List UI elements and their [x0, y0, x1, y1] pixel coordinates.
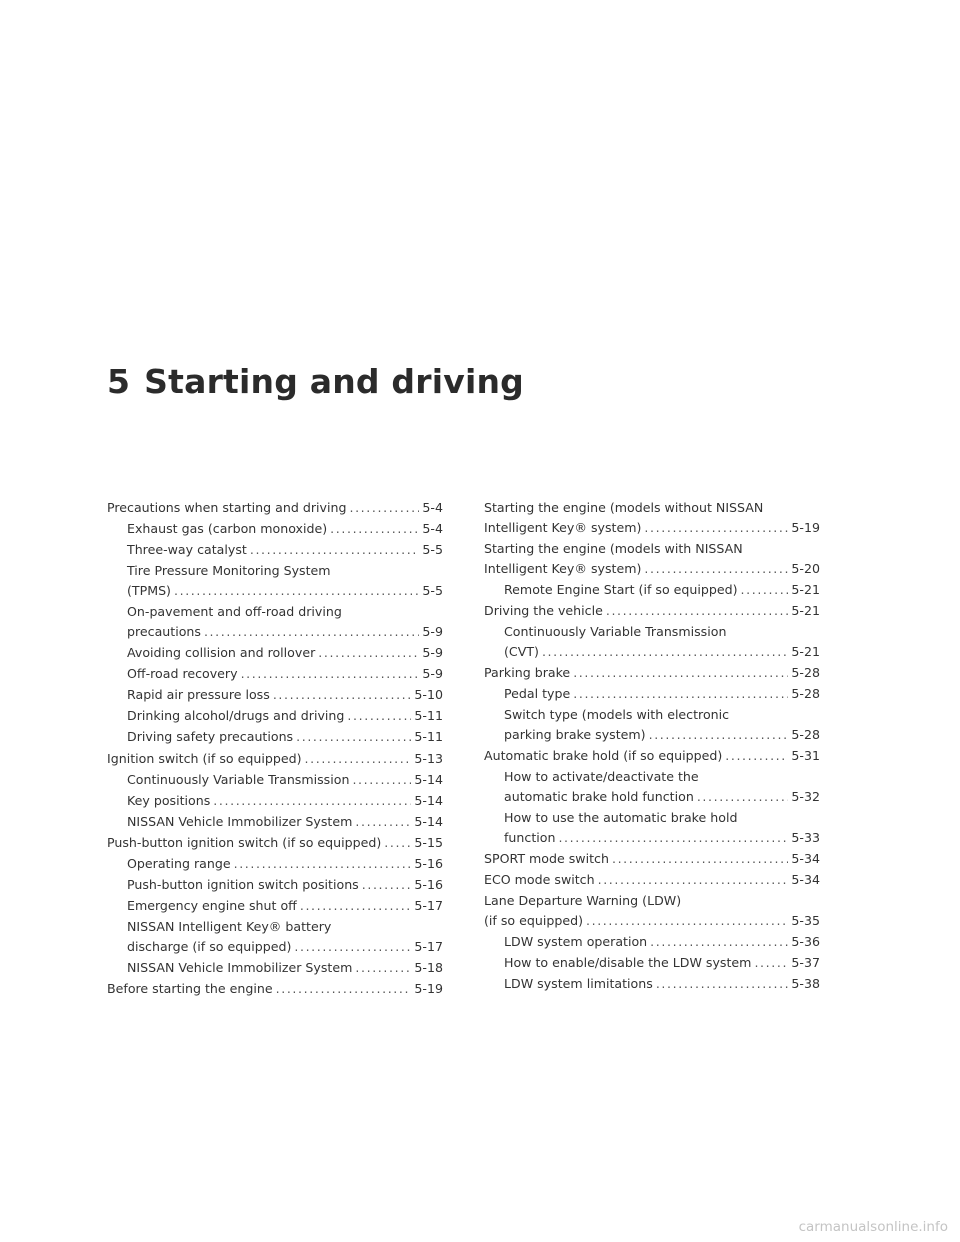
toc-entry-page: 5-21 [791, 602, 820, 618]
toc-entry-page: 5-9 [422, 645, 443, 661]
toc-entry-page: 5-5 [422, 583, 443, 599]
toc-entry-page: 5-14 [414, 771, 443, 787]
toc-entry-page: 5-5 [422, 542, 443, 558]
toc-entry-line [127, 937, 443, 957]
toc-column-left [107, 498, 443, 1000]
toc-entry-page: 5-21 [791, 581, 820, 597]
toc-entry[interactable] [107, 498, 443, 518]
toc-entry-line [484, 911, 820, 931]
toc-entry-page: 5-9 [422, 666, 443, 682]
toc-entry[interactable] [484, 870, 820, 890]
toc-entry-line [127, 896, 443, 916]
dot-leader [697, 787, 789, 807]
toc-entry-title-line: Exhaust gas (carbon monoxide) [127, 521, 328, 537]
toc-entry-page: 5-14 [414, 792, 443, 808]
toc-entry-title-line: Three-way catalyst [127, 542, 247, 558]
toc-entry-line [127, 664, 443, 684]
toc-entry-line [127, 706, 443, 726]
toc-entry[interactable] [107, 519, 443, 539]
toc-entry-title-line: Parking brake [484, 664, 571, 680]
toc-entry-title-line: NISSAN Vehicle Immobilizer System [127, 813, 353, 829]
toc-entry-title-line: NISSAN Intelligent Key® battery [127, 919, 332, 935]
toc-entry-title-line: Automatic brake hold (if so equipped) [484, 747, 723, 763]
toc-entry-page: 5-32 [791, 788, 820, 804]
toc-entry[interactable] [484, 705, 820, 745]
toc-entry-page: 5-15 [414, 834, 443, 850]
toc-entry[interactable] [107, 812, 443, 832]
toc-entry[interactable] [484, 746, 820, 766]
dot-leader [330, 519, 419, 539]
dot-leader [300, 896, 412, 916]
toc-entry-line [127, 958, 443, 978]
toc-entry-page: 5-9 [422, 623, 443, 639]
toc-entry[interactable] [107, 958, 443, 978]
dot-leader [586, 911, 788, 931]
dot-leader [204, 622, 419, 642]
toc-entry-line [504, 725, 820, 745]
toc-entry-page: 5-37 [791, 954, 820, 970]
toc-entry[interactable] [484, 684, 820, 704]
toc-entry[interactable] [107, 854, 443, 874]
dot-leader [725, 746, 788, 766]
toc-entry-title-line: (if so equipped) [484, 912, 583, 928]
toc-entry-line [504, 953, 820, 973]
toc-entry-title-line: NISSAN Vehicle Immobilizer System [127, 960, 353, 976]
dot-leader [644, 559, 788, 579]
toc-entry-title-line: Driving safety precautions [127, 729, 294, 745]
toc-entry-line [484, 601, 820, 621]
toc-entry-page: 5-13 [414, 750, 443, 766]
toc-entry[interactable] [107, 727, 443, 747]
toc-entry-page: 5-11 [414, 708, 443, 724]
toc-entry-title-line: Starting the engine (models with NISSAN [484, 540, 743, 556]
dot-leader [598, 870, 789, 890]
toc-entry[interactable] [107, 979, 443, 999]
toc-entry-page: 5-17 [414, 939, 443, 955]
toc-entry-line [504, 684, 820, 704]
dot-leader [234, 854, 412, 874]
toc-entry[interactable] [484, 974, 820, 994]
toc-entry-title-line: Before starting the engine [107, 981, 273, 997]
toc-entry-page: 5-10 [414, 687, 443, 703]
dot-leader [573, 684, 788, 704]
toc-entry-title-line: How to activate/deactivate the [504, 769, 699, 785]
toc-entry-page: 5-34 [791, 850, 820, 866]
toc-entry-title-line: discharge (if so equipped) [127, 939, 292, 955]
toc-entry[interactable] [107, 833, 443, 853]
chapter-heading [107, 358, 524, 406]
toc-entry-title-line: ECO mode switch [484, 871, 595, 887]
toc-entry-page: 5-14 [414, 813, 443, 829]
toc-entry-title-line: Tire Pressure Monitoring System [127, 563, 331, 579]
chapter-number: 5 [107, 362, 131, 401]
toc-entry-title-line: Intelligent Key® system) [484, 560, 642, 576]
toc-entry-title-line: Continuously Variable Transmission [127, 771, 350, 787]
toc-entry-page: 5-17 [414, 898, 443, 914]
toc-entry-title-line: Continuously Variable Transmission [504, 623, 727, 639]
toc-entry-line [127, 581, 443, 601]
dot-leader [273, 685, 412, 705]
toc-entry[interactable] [484, 849, 820, 869]
toc-entry-title-line: How to enable/disable the LDW system [504, 954, 752, 970]
dot-leader [573, 663, 788, 683]
toc-entry[interactable] [484, 953, 820, 973]
toc-entry-line [107, 498, 443, 518]
toc-entry-title-line: How to use the automatic brake hold [504, 809, 738, 825]
toc-column-right [484, 498, 820, 995]
dot-leader [384, 833, 411, 853]
toc-entry-line [127, 854, 443, 874]
toc-entry-line [504, 642, 820, 662]
toc-entry-line [127, 791, 443, 811]
toc-entry-title-line: Starting the engine (models without NISSAN [484, 500, 764, 515]
dot-leader [174, 581, 419, 601]
toc-entry[interactable] [484, 601, 820, 621]
dot-leader [305, 749, 412, 769]
toc-entry-title-line: Avoiding collision and rollover [127, 645, 316, 661]
toc-entry-page: 5-36 [791, 933, 820, 949]
toc-entry-title-line: (TPMS) [127, 583, 171, 599]
toc-entry-title-line: Pedal type [504, 685, 571, 701]
toc-entry-title-line: Key positions [127, 792, 211, 808]
toc-entry-title-line: automatic brake hold function [504, 788, 694, 804]
toc-entry-title-line: Intelligent Key® system) [484, 519, 642, 535]
toc-entry-title-line: Push-button ignition switch positions [127, 877, 359, 893]
toc-entry[interactable] [484, 891, 820, 931]
toc-entry[interactable] [484, 539, 820, 579]
dot-leader [213, 791, 411, 811]
toc-entry-line [107, 749, 443, 769]
dot-leader [649, 725, 789, 745]
toc-entry-page: 5-34 [791, 871, 820, 887]
dot-leader [542, 642, 788, 662]
toc-entry-title-line: Ignition switch (if so equipped) [107, 750, 302, 766]
toc-entry-line [127, 643, 443, 663]
toc-entry-line [484, 746, 820, 766]
toc-entry-page: 5-20 [791, 560, 820, 576]
toc-entry-title-line: Push-button ignition switch (if so equipped) [107, 834, 382, 850]
toc-entry-title-line: Remote Engine Start (if so equipped) [504, 581, 738, 597]
toc-entry[interactable] [107, 664, 443, 684]
toc-entry-page: 5-11 [414, 729, 443, 745]
toc-entry-title-line: Emergency engine shut off [127, 898, 297, 914]
toc-entry-title-line: LDW system limitations [504, 976, 653, 992]
toc-entry-line [504, 787, 820, 807]
toc-entry[interactable] [107, 749, 443, 769]
toc-entry[interactable] [484, 808, 820, 848]
toc-entry[interactable] [107, 706, 443, 726]
toc-entry-page: 5-4 [422, 500, 443, 515]
toc-entry-line [484, 559, 820, 579]
toc-entry[interactable] [107, 602, 443, 642]
toc-entry-page: 5-16 [414, 856, 443, 871]
toc-entry-page: 5-28 [791, 726, 820, 742]
toc-entry[interactable] [107, 917, 443, 957]
toc-entry[interactable] [107, 875, 443, 895]
toc-entry-line [127, 622, 443, 642]
dot-leader [612, 849, 788, 869]
dot-leader [241, 664, 420, 684]
dot-leader [362, 875, 412, 895]
toc-entry-line [107, 979, 443, 999]
toc-entry-line [504, 828, 820, 848]
toc-entry-title-line: Drinking alcohol/drugs and driving [127, 708, 345, 724]
toc-entry-line [484, 870, 820, 890]
toc-entry-page: 5-35 [791, 912, 820, 928]
dot-leader [558, 828, 788, 848]
toc-entry-page: 5-18 [414, 960, 443, 976]
toc-entry-title-line: precautions [127, 623, 201, 639]
toc-entry[interactable] [484, 663, 820, 683]
watermark: carmanualsonline.info [798, 1219, 948, 1235]
toc-entry-page: 5-21 [791, 643, 820, 659]
toc-entry-line [484, 663, 820, 683]
chapter-title: Starting and driving [144, 362, 524, 401]
toc-entry[interactable] [107, 791, 443, 811]
toc-entry[interactable] [107, 561, 443, 601]
toc-entry[interactable] [107, 540, 443, 560]
dot-leader [741, 580, 789, 600]
dot-leader [355, 958, 411, 978]
toc-entry-line [127, 812, 443, 832]
dot-leader [656, 974, 789, 994]
dot-leader [296, 727, 411, 747]
dot-leader [276, 979, 412, 999]
dot-leader [754, 953, 788, 973]
toc-entry-line [504, 974, 820, 994]
toc-entry-page: 5-19 [414, 981, 443, 997]
toc-entry[interactable] [484, 580, 820, 600]
toc-entry[interactable] [484, 498, 820, 538]
dot-leader [347, 706, 411, 726]
toc-entry-title-line: (CVT) [504, 643, 539, 659]
toc-entry[interactable] [107, 896, 443, 916]
dot-leader [294, 937, 411, 957]
dot-leader [352, 770, 411, 790]
toc-entry-line [127, 519, 443, 539]
toc-entry-title-line: Rapid air pressure loss [127, 687, 270, 703]
toc-entry-title-line: Operating range [127, 856, 231, 871]
toc-entry-title-line: Switch type (models with electronic [504, 707, 730, 723]
toc-entry-line [504, 580, 820, 600]
toc-entry-title-line: LDW system operation [504, 933, 648, 949]
dot-leader [318, 643, 419, 663]
dot-leader [606, 601, 789, 621]
toc-entry-title-line: parking brake system) [504, 726, 646, 742]
toc-entry-page: 5-19 [791, 519, 820, 535]
toc-entry[interactable] [107, 770, 443, 790]
toc-entry-line [127, 770, 443, 790]
toc-entry-title-line: On-pavement and off-road driving [127, 604, 342, 620]
toc-entry-line [504, 932, 820, 952]
toc-entry-title-line: Precautions when starting and driving [107, 500, 347, 515]
toc-entry-page: 5-28 [791, 664, 820, 680]
toc-entry-title-line: Driving the vehicle [484, 602, 603, 618]
toc-entry-title-line: function [504, 829, 556, 845]
toc-entry-page: 5-4 [422, 521, 443, 537]
toc-entry-page: 5-16 [414, 877, 443, 893]
toc-entry-line [484, 518, 820, 538]
toc-entry[interactable] [107, 685, 443, 705]
dot-leader [650, 932, 788, 952]
dot-leader [355, 812, 411, 832]
toc-entry-line [127, 540, 443, 560]
dot-leader [644, 518, 788, 538]
toc-entry-title-line: Lane Departure Warning (LDW) [484, 893, 682, 908]
toc-entry-line [107, 833, 443, 853]
toc-entry-page: 5-38 [791, 976, 820, 992]
toc-entry[interactable] [484, 622, 820, 662]
toc-entry-line [127, 727, 443, 747]
dot-leader [349, 498, 419, 518]
toc-entry-line [484, 849, 820, 869]
toc-entry[interactable] [107, 643, 443, 663]
toc-entry-page: 5-33 [791, 829, 820, 845]
toc-entry-title-line: Off-road recovery [127, 666, 238, 682]
toc-entry[interactable] [484, 932, 820, 952]
toc-entry-page: 5-28 [791, 685, 820, 701]
dot-leader [250, 540, 420, 560]
toc-entry[interactable] [484, 767, 820, 807]
toc-entry-title-line: SPORT mode switch [484, 850, 609, 866]
toc-entry-line [127, 685, 443, 705]
toc-entry-line [127, 875, 443, 895]
toc-entry-page: 5-31 [791, 747, 820, 763]
